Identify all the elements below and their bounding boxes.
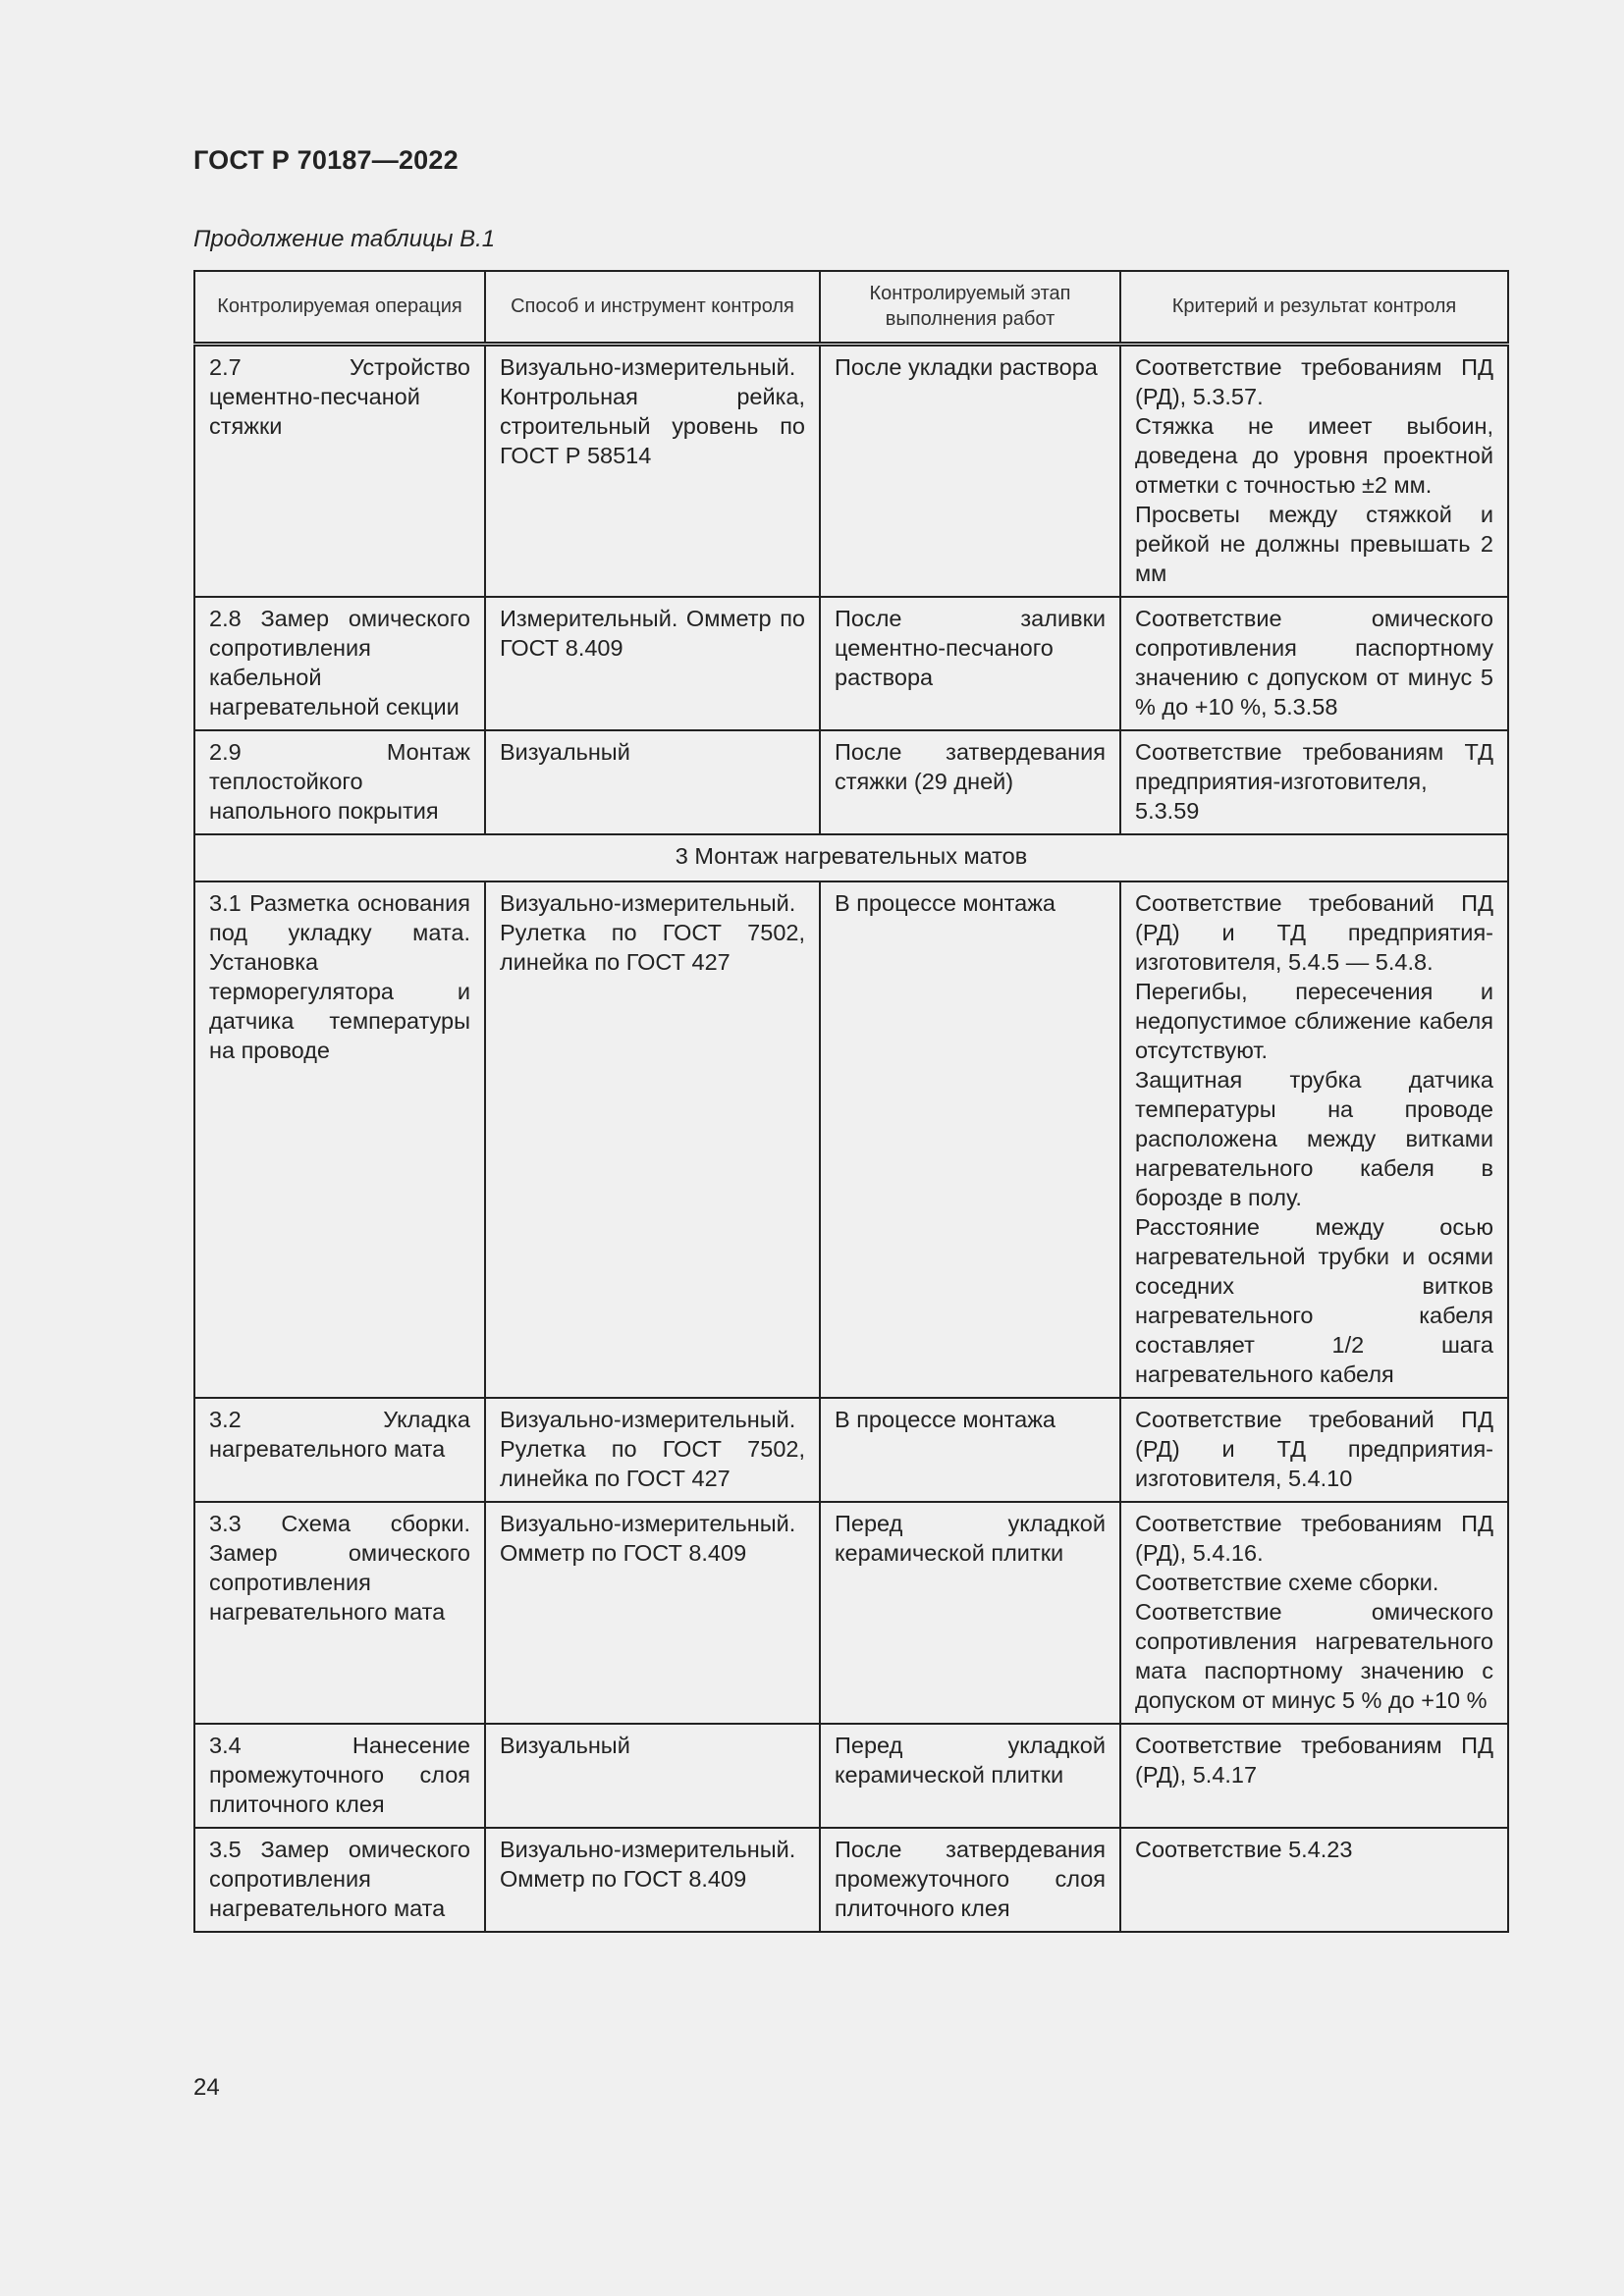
operation-cell: 2.8 Замер омического сопротивления кабельной нагревательной секции — [194, 597, 485, 730]
criteria-paragraph: Стяжка не имеет выбоин, доведена до уровня проектной отметки с точностью ±2 мм. — [1135, 412, 1493, 498]
stage-cell: После укладки раствора — [820, 344, 1120, 597]
stage-cell: После затвердевания промежуточного слоя плиточного клея — [820, 1828, 1120, 1932]
table-body-section-2 — [194, 344, 1508, 834]
column-header-criteria: Критерий и результат контроля — [1120, 271, 1508, 344]
criteria-paragraph: Расстояние между осью нагревательной трубки и осями соседних витков нагревательного кабеля составляет 1/2 шага нагревательного кабеля — [1135, 1213, 1493, 1387]
operation-cell: 3.2 Укладка нагревательного мата — [194, 1398, 485, 1502]
table-row — [194, 1828, 1508, 1932]
method-cell: Визуально-измерительный. Рулетка по ГОСТ 7502, линейка по ГОСТ 427 — [485, 881, 820, 1398]
method-cell: Визуально-измерительный. Контрольная рейка, строительный уровень по ГОСТ Р 58514 — [485, 344, 820, 597]
table-row — [194, 344, 1508, 597]
method-cell: Визуальный — [485, 1724, 820, 1828]
column-header-stage: Контролируемый этап выполнения работ — [820, 271, 1120, 344]
criteria-cell — [1120, 1724, 1508, 1828]
method-cell: Визуально-измерительный. Омметр по ГОСТ 8.409 — [485, 1828, 820, 1932]
operation-cell: 3.1 Разметка основания под укладку мата. Установка терморегулятора и датчика температуры на проводе — [194, 881, 485, 1398]
operation-cell: 3.3 Схема сборки. Замер омического сопротивления нагревательного мата — [194, 1502, 485, 1724]
table-row — [194, 597, 1508, 730]
operation-cell: 2.7 Устройство цементно-песчаной стяжки — [194, 344, 485, 597]
page-number: 24 — [193, 2074, 220, 2101]
criteria-paragraph: Соответствие 5.4.23 — [1135, 1836, 1353, 1862]
section-title: 3 Монтаж нагревательных матов — [194, 834, 1508, 881]
section-row — [194, 834, 1508, 881]
criteria-paragraph: Соответствие омического сопротивления паспортному значению с допуском от минус 5 % до +10 %, 5.3.58 — [1135, 605, 1493, 720]
criteria-paragraph: Защитная трубка датчика температуры на проводе расположена между витками нагревательного кабеля в борозде в полу. — [1135, 1066, 1493, 1210]
criteria-cell — [1120, 1828, 1508, 1932]
criteria-paragraph: Соответствие требованиям ТД предприятия-изготовителя, 5.3.59 — [1135, 738, 1493, 824]
control-table — [193, 270, 1509, 1933]
table-caption: Продолжение таблицы В.1 — [193, 226, 496, 252]
operation-cell: 3.4 Нанесение промежуточного слоя плиточного клея — [194, 1724, 485, 1828]
criteria-paragraph: Соответствие требованиям ПД (РД), 5.3.57. — [1135, 353, 1493, 409]
operation-cell: 2.9 Монтаж теплостойкого напольного покрытия — [194, 730, 485, 834]
table-row — [194, 730, 1508, 834]
document-code: ГОСТ Р 70187—2022 — [193, 145, 459, 175]
table-body-section-3 — [194, 834, 1508, 881]
criteria-paragraph: Соответствие схеме сборки. — [1135, 1569, 1439, 1595]
criteria-paragraph: Соответствие требований ПД (РД) и ТД предприятия-изготовителя, 5.4.5 — 5.4.8. — [1135, 889, 1493, 975]
stage-cell: Перед укладкой керамической плитки — [820, 1502, 1120, 1724]
criteria-paragraph: Перегибы, пересечения и недопустимое сближение кабеля отсутствуют. — [1135, 978, 1493, 1063]
criteria-cell — [1120, 881, 1508, 1398]
criteria-cell — [1120, 344, 1508, 597]
table-row — [194, 1724, 1508, 1828]
method-cell: Визуально-измерительный. Рулетка по ГОСТ 7502, линейка по ГОСТ 427 — [485, 1398, 820, 1502]
table-body-section-3-rows — [194, 881, 1508, 1932]
table-row — [194, 881, 1508, 1398]
criteria-paragraph: Соответствие омического сопротивления нагревательного мата паспортному значению с допуском от минус 5 % до +10 % — [1135, 1598, 1493, 1713]
stage-cell: В процессе монтажа — [820, 1398, 1120, 1502]
criteria-paragraph: Соответствие требований ПД (РД) и ТД предприятия-изготовителя, 5.4.10 — [1135, 1406, 1493, 1491]
criteria-cell — [1120, 597, 1508, 730]
criteria-cell — [1120, 1398, 1508, 1502]
stage-cell: После заливки цементно-песчаного раствора — [820, 597, 1120, 730]
table-row — [194, 1398, 1508, 1502]
criteria-paragraph: Просветы между стяжкой и рейкой не должны превышать 2 мм — [1135, 501, 1493, 586]
stage-cell: После затвердевания стяжки (29 дней) — [820, 730, 1120, 834]
criteria-paragraph: Соответствие требованиям ПД (РД), 5.4.16. — [1135, 1510, 1493, 1566]
stage-cell: В процессе монтажа — [820, 881, 1120, 1398]
criteria-cell — [1120, 1502, 1508, 1724]
criteria-paragraph: Соответствие требованиям ПД (РД), 5.4.17 — [1135, 1732, 1493, 1788]
operation-cell: 3.5 Замер омического сопротивления нагревательного мата — [194, 1828, 485, 1932]
column-header-operation: Контролируемая операция — [194, 271, 485, 344]
method-cell: Измерительный. Омметр по ГОСТ 8.409 — [485, 597, 820, 730]
stage-cell: Перед укладкой керамической плитки — [820, 1724, 1120, 1828]
table-row — [194, 1502, 1508, 1724]
table-header-row — [194, 271, 1508, 344]
method-cell: Визуальный — [485, 730, 820, 834]
column-header-method: Способ и инструмент контроля — [485, 271, 820, 344]
criteria-cell — [1120, 730, 1508, 834]
method-cell: Визуально-измерительный. Омметр по ГОСТ 8.409 — [485, 1502, 820, 1724]
